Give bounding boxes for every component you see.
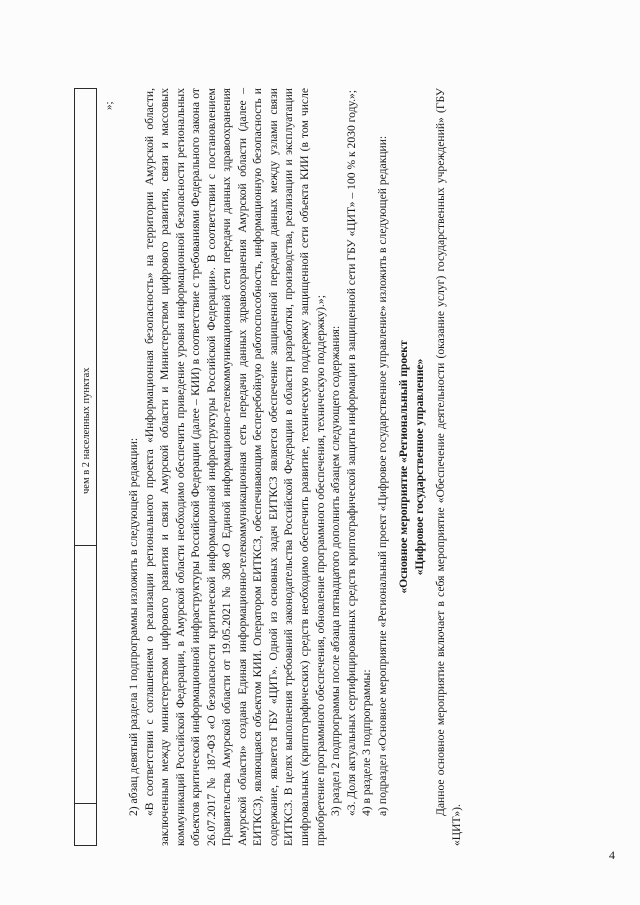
table-top-border [74,88,75,846]
table-right-border [74,88,97,89]
table-fragment [74,88,116,846]
paragraph: 4) в разделе 3 подпрограммы: [360,669,374,816]
paragraph: «3. Доля актуальных сертифицированных средств криптографической защиты информации в защищенной сети ГБУ «ЦИТ» – 100 % к 2030 году.»; [344,89,358,816]
table-cell-text: чем в 2 населенных пунктах [81,367,92,494]
section-heading: «Основное мероприятие «Региональный проект [397,340,411,594]
table-closing-quote: »; [103,101,115,110]
rotated-content [74,56,574,846]
paragraph: 2) абзац девятый раздела 1 подпрограммы изложить в следующей редакции: [127,437,140,816]
paragraph: Данное основное мероприятие включает в себя мероприятие «Обеспечение деятельности (оказание услуг) государственных учреждений» (ГБУ «ЦИТ»). [434,88,463,846]
table-column-divider [74,545,97,546]
paragraph: а) подраздел «Основное мероприятие «Региональный проект «Цифровое государственное управление» изложить в следующей редакции: [375,135,389,816]
page-number: 4 [609,848,615,862]
table-left-border [74,845,97,846]
paragraph: 3) раздел 2 подпрограммы после абзаца пятнадцатого дополнить абзацем следующего содержания: [329,325,343,816]
body-text [126,88,464,846]
section-heading: «Цифровое государственное управление» [412,358,426,576]
paragraph: «В соответствии с соглашением о реализации регионального проекта «Информационная безопасность» на территории Амурской области, заключенным между министерством цифрового развития и связи Амурской области и Министерством цифрового развития, связи и массовых коммуникаций Российской Федерации, в Амурской области необходимо обеспечить приведение уровня информационной безопасности региональных объектов критической информационной инфраструктуры Российской Федерации (далее – КИИ) в соответствие с требованиями Федерального закона от 26.07.2017 № 187-ФЗ «О безопасности критической информационной инфраструктуры Российской Федерации». В соответствии с постановлением Правительства Амурской области от 19.05.2021 № 308 «О Единой информационно-телекоммуникационной сети передачи данных здравоохранения Амурской области» создана Единая информационно-телекоммуникационная сеть передачи данных здравоохранения Амурской области (далее – ЕИТКСЗ), являющаяся объектом КИИ. Оператором ЕИТКСЗ, обеспечивающим бесперебойную работоспособность, информационную безопасность и содержание, является ГБУ «ЦИТ». Одной из основных задач ЕИТКСЗ является обеспечение защищенной передачи данных между узлами связи ЕИТКСЗ. В целях выполнения требований законодательства Российской Федерации в области разработки, производства, реализации и эксплуатации шифровальных (криптографических) средств необходимо обеспечить развитие, техническую поддержку защищенной сети объекта КИИ (в том числе приобретение программного обеспечения, обновление программного обеспечения, техническую поддержку).»; [142,88,327,846]
table-bottom-border [96,88,97,846]
table-column-divider [74,803,97,804]
